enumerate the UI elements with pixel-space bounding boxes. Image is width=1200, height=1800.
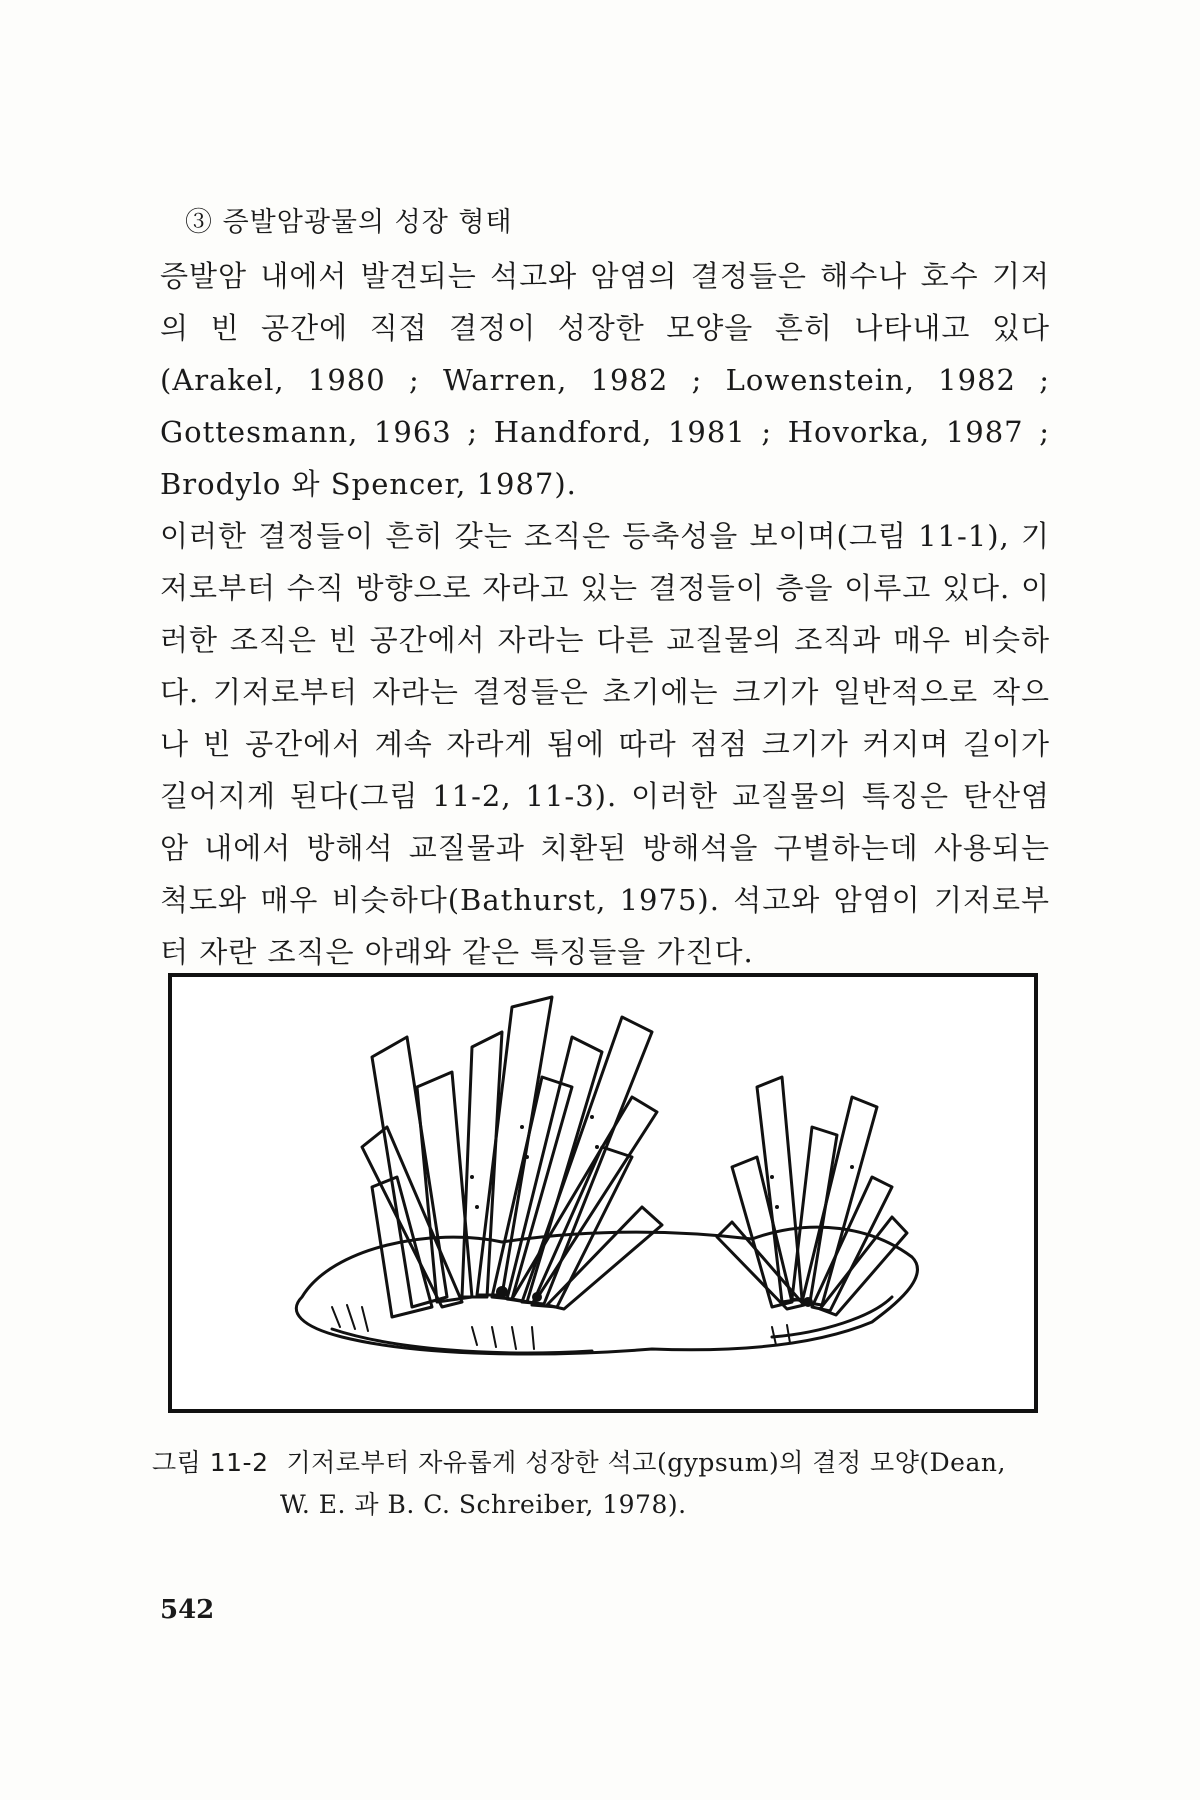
- caption-line-2: W. E. 과 B. C. Schreiber, 1978).: [280, 1490, 687, 1519]
- gypsum-crystal-figure: [168, 973, 1038, 1413]
- figure-caption: [152, 1442, 1052, 1526]
- body-text: [160, 250, 1050, 1030]
- caption-line-1: 기저로부터 자유롭게 성장한 석고(gypsum)의 결정 모양(Dean,: [286, 1448, 1006, 1477]
- page-number: 542: [160, 1595, 215, 1625]
- figure-label: 그림 11-2: [152, 1448, 269, 1477]
- gypsum-crystal-illustration: [172, 977, 1034, 1409]
- paragraph-2: 이러한 결정들이 흔히 갖는 조직은 등축성을 보이며(그림 11-1), 기저로부터 수직 방향으로 자라고 있는 결정들이 층을 이루고 있다. 이러한 조직은 빈 공간에서 자라는 다른 교질물의 조직과 매우 비슷하다. 기저로부터 자라는 결정들은 초기에는 크기가 일반적으로 작으나 빈 공간에서 계속 자라게 됨에 따라 점점 크기가 커지며 길이가 길어지게 된다(그림 11-2, 11-3). 이러한 교질물의 특징은 탄산염암 내에서 방해석 교질물과 치환된 방해석을 구별하는데 사용되는 척도와 매우 비슷하다(Bathurst, 1975). 석고와 암염이 기저로부터 자란 조직은 아래와 같은 특징들을 가진다.: [160, 519, 1050, 969]
- section-heading: ③ 증발암광물의 성장 형태: [185, 207, 513, 238]
- paragraph-1: 증발암 내에서 발견되는 석고와 암염의 결정들은 해수나 호수 기저의 빈 공간에 직접 결정이 성장한 모양을 흔히 나타내고 있다(Arakel, 1980 ; Warren, 1982 ; Lowenstein, 1982 ; Gottesmann, 1963 ; Handford, 1981 ; Hovorka, 1987 ; Brodylo 와 Spencer, 1987).: [160, 259, 1050, 501]
